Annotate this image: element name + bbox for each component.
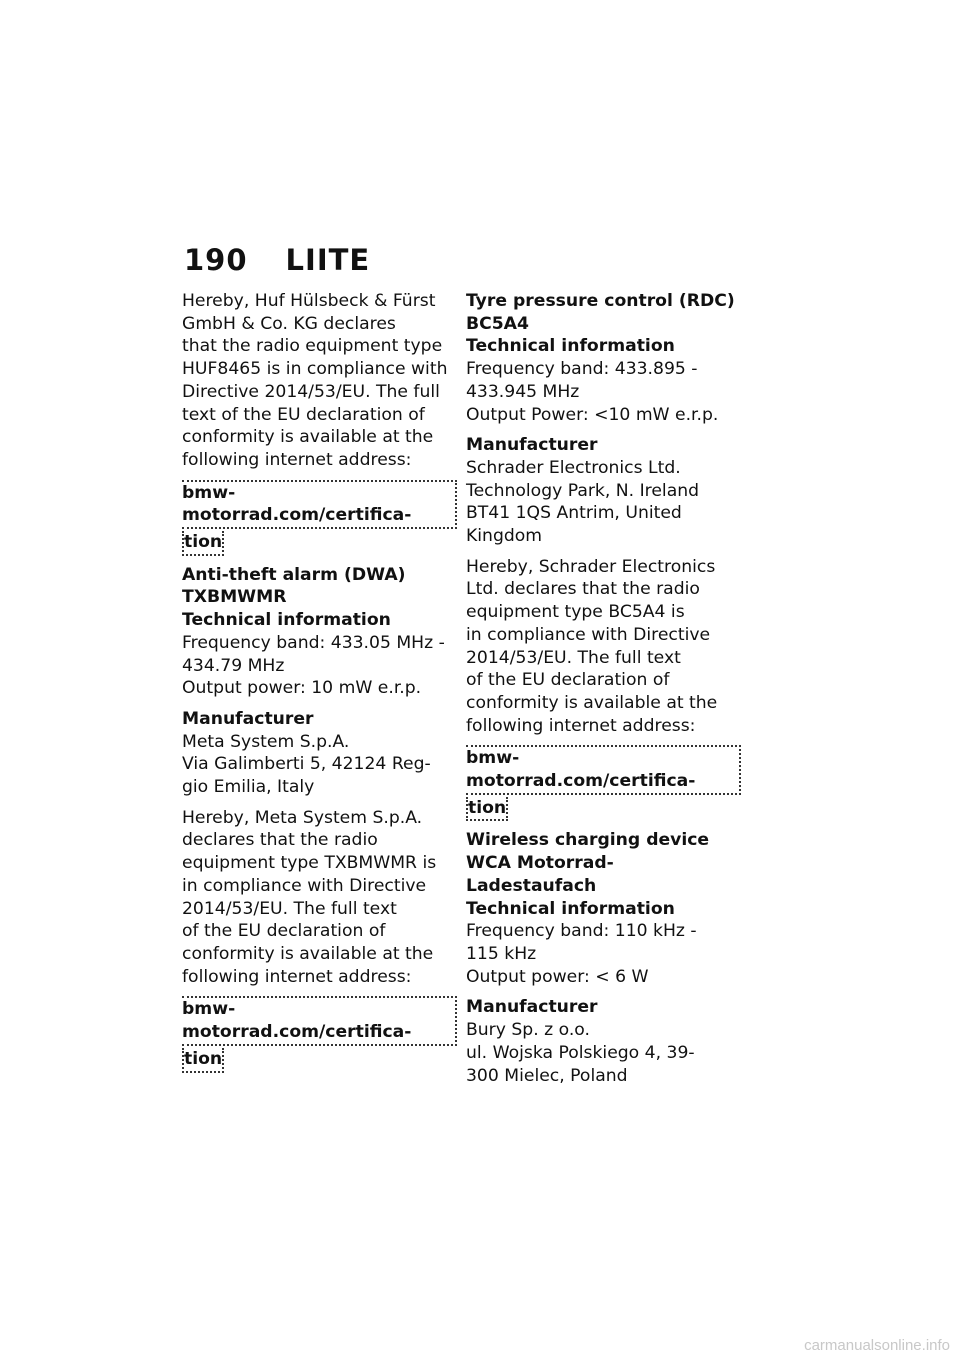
certification-link[interactable] xyxy=(182,996,457,1072)
tech-info-text: Frequency band: 110 kHz - 115 kHz Output power: < 6 W xyxy=(466,921,697,987)
meta-declaration: Hereby, Meta System S.p.A. declares that the radio equipment type TXBMWMR is in compliance with Directive 2014/53/EU. The full text of the EU declaration of conformity is available at the following internet address: xyxy=(182,807,437,987)
certification-link-part2[interactable]: tion xyxy=(182,531,224,556)
section-title-wca: Wireless charging device xyxy=(466,830,710,851)
section-model-dwa: TXBMWMR xyxy=(182,587,287,608)
tech-info-text: Frequency band: 433.895 - 433.945 MHz Output Power: <10 mW e.r.p. xyxy=(466,359,719,425)
section-title-dwa: Anti-theft alarm (DWA) xyxy=(182,564,406,585)
page-title: LIITE xyxy=(285,243,371,277)
section-title-rdc: Tyre pressure control (RDC) xyxy=(466,291,735,311)
certification-link[interactable] xyxy=(466,745,741,821)
manufacturer-heading: Manufacturer xyxy=(182,708,314,729)
manufacturer-text: Bury Sp. z o.o. ul. Wojska Polskiego 4, 39- 300 Mielec, Poland xyxy=(466,1020,695,1086)
tech-info-heading: Technical information xyxy=(182,610,391,631)
manufacturer-heading: Manufacturer xyxy=(466,435,598,456)
certification-link[interactable] xyxy=(182,480,457,556)
certification-link-part1[interactable]: bmw-motorrad.com/certifica- xyxy=(182,996,457,1045)
section-model-rdc: BC5A4 xyxy=(466,313,529,334)
certification-link-part1[interactable]: bmw-motorrad.com/certifica- xyxy=(466,745,741,794)
page-number: 190 xyxy=(184,243,248,277)
tech-info-heading: Technical information xyxy=(466,336,675,357)
certification-link-part1[interactable]: bmw-motorrad.com/certifica- xyxy=(182,480,457,529)
page-header xyxy=(184,244,370,276)
left-column xyxy=(182,290,457,1081)
schrader-declaration: Hereby, Schrader Electronics Ltd. declares that the radio equipment type BC5A4 is in compliance with Directive 2014/53/EU. The full text of the EU declaration of conformity is available at the following internet address: xyxy=(466,556,718,736)
manufacturer-text: Meta System S.p.A. Via Galimberti 5, 42124 Reg- gio Emilia, Italy xyxy=(182,731,431,798)
certification-link-part2[interactable]: tion xyxy=(182,1048,224,1073)
tech-info-heading: Technical information xyxy=(466,898,675,919)
section-model-wca: WCA Motorrad-Ladestaufach xyxy=(466,853,614,896)
certification-link-part2[interactable]: tion xyxy=(466,797,508,822)
huf-declaration: Hereby, Huf Hülsbeck & Fürst GmbH & Co. KG declares that the radio equipment type HUF8465 is in compliance with Directive 2014/53/EU. The full text of the EU declaration of conformity is available at the following internet address: xyxy=(182,291,448,470)
manufacturer-text: Schrader Electronics Ltd. Technology Park, N. Ireland BT41 1QS Antrim, United Kingdom xyxy=(466,457,700,547)
manufacturer-heading: Manufacturer xyxy=(466,997,598,1018)
right-column xyxy=(466,290,741,1095)
tech-info-text: Frequency band: 433.05 MHz - 434.79 MHz Output power: 10 mW e.r.p. xyxy=(182,632,445,699)
watermark: carmanualsonline.info xyxy=(804,1337,950,1354)
